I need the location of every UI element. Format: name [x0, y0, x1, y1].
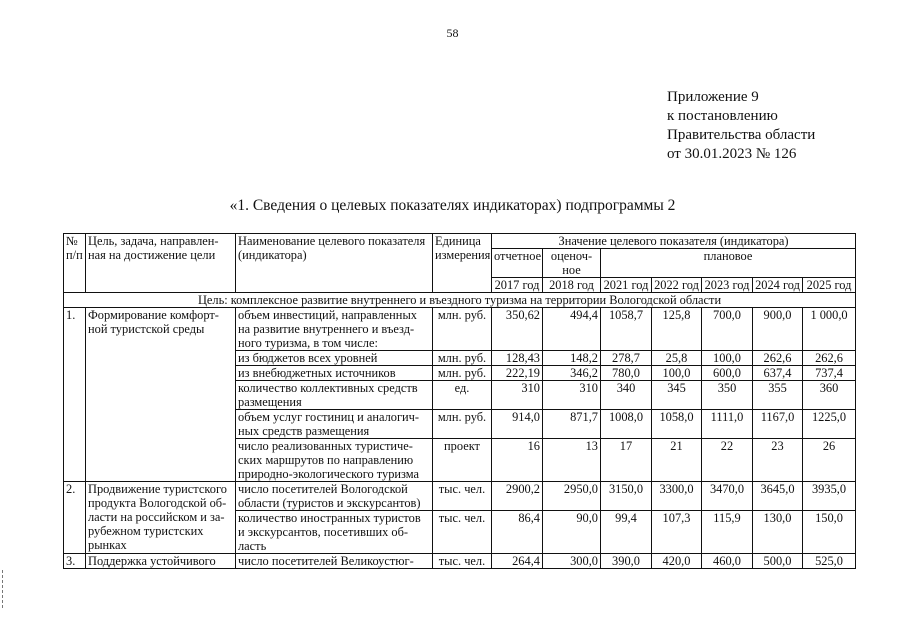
table-row [64, 308, 856, 351]
indicator-cell: число реализованных туристиче-ских маршрутов по направлению природно-экологического туризма [236, 439, 433, 482]
appendix-note [667, 88, 815, 164]
unit-cell: млн. руб. [433, 366, 492, 381]
indicators-table [63, 233, 856, 569]
document-heading: «1. Сведения о целевых показателях индикаторах) подпрограммы 2 [229, 197, 676, 214]
unit-cell: тыс. чел. [433, 554, 492, 569]
value-cell: 2950,0 [543, 482, 601, 511]
value-cell: 500,0 [753, 554, 803, 569]
unit-cell: тыс. чел. [433, 482, 492, 511]
value-cell: 1058,7 [601, 308, 652, 351]
value-cell: 360 [803, 381, 856, 410]
value-cell: 100,0 [702, 351, 753, 366]
appendix-line: к постановлению [667, 108, 778, 124]
header-year: 2017 год [492, 278, 543, 293]
appendix-line: от 30.01.2023 № 126 [667, 146, 797, 162]
value-cell: 300,0 [543, 554, 601, 569]
value-cell: 637,4 [753, 366, 803, 381]
indicator-cell: количество коллективных средств размещения [236, 381, 433, 410]
indicator-cell: из внебюджетных источников [236, 366, 433, 381]
table-body [64, 234, 856, 569]
value-cell: 390,0 [601, 554, 652, 569]
header-indicator: Наименование целевого показателя (индикатора) [236, 234, 433, 293]
appendix-line: Приложение 9 [667, 89, 759, 105]
page-number: 58 [446, 26, 459, 40]
value-cell: 16 [492, 439, 543, 482]
header-year: 2021 год [601, 278, 652, 293]
value-cell: 22 [702, 439, 753, 482]
value-cell: 262,6 [753, 351, 803, 366]
goal-text: Цель: комплексное развитие внутреннего и въездного туризма на территории Вологодской области [64, 293, 856, 308]
value-cell: 2900,2 [492, 482, 543, 511]
value-cell: 525,0 [803, 554, 856, 569]
goal-cell: Продвижение туристского продукта Вологодской об-ласти на российском и за-рубежном туристских рынках [86, 482, 236, 554]
row-num: 2. [64, 482, 86, 554]
value-cell: 737,4 [803, 366, 856, 381]
value-cell: 1111,0 [702, 410, 753, 439]
appendix-line: Правительства области [667, 127, 816, 143]
value-cell: 340 [601, 381, 652, 410]
header-num: № п/п [64, 234, 86, 293]
header-row [64, 234, 856, 249]
value-cell: 494,4 [543, 308, 601, 351]
value-cell: 600,0 [702, 366, 753, 381]
value-cell: 345 [652, 381, 702, 410]
value-cell: 3935,0 [803, 482, 856, 511]
value-cell: 420,0 [652, 554, 702, 569]
unit-cell: млн. руб. [433, 308, 492, 351]
value-cell: 130,0 [753, 511, 803, 554]
value-cell: 222,19 [492, 366, 543, 381]
value-cell: 1 000,0 [803, 308, 856, 351]
row-num: 3. [64, 554, 86, 569]
indicator-cell: число посетителей Великоустюг- [236, 554, 433, 569]
value-cell: 700,0 [702, 308, 753, 351]
value-cell: 264,4 [492, 554, 543, 569]
unit-cell: тыс. чел. [433, 511, 492, 554]
unit-cell: проект [433, 439, 492, 482]
header-estimated: оценоч-ное [543, 249, 601, 278]
header-reporting: отчетное [492, 249, 543, 278]
value-cell: 115,9 [702, 511, 753, 554]
indicator-cell: число посетителей Вологодской области (туристов и экскурсантов) [236, 482, 433, 511]
goal-cell: Поддержка устойчивого [86, 554, 236, 569]
table-row [64, 554, 856, 569]
value-cell: 350,62 [492, 308, 543, 351]
value-cell: 125,8 [652, 308, 702, 351]
row-num: 1. [64, 308, 86, 482]
header-planned: плановое [601, 249, 856, 278]
indicator-cell: из бюджетов всех уровней [236, 351, 433, 366]
header-year: 2018 год [543, 278, 601, 293]
value-cell: 460,0 [702, 554, 753, 569]
header-goal: Цель, задача, направлен-ная на достижение цели [86, 234, 236, 293]
value-cell: 3470,0 [702, 482, 753, 511]
value-cell: 148,2 [543, 351, 601, 366]
value-cell: 310 [543, 381, 601, 410]
value-cell: 780,0 [601, 366, 652, 381]
header-year: 2024 год [753, 278, 803, 293]
value-cell: 99,4 [601, 511, 652, 554]
value-cell: 350 [702, 381, 753, 410]
unit-cell: млн. руб. [433, 351, 492, 366]
value-cell: 25,8 [652, 351, 702, 366]
header-year: 2023 год [702, 278, 753, 293]
value-cell: 90,0 [543, 511, 601, 554]
value-cell: 914,0 [492, 410, 543, 439]
value-cell: 21 [652, 439, 702, 482]
value-cell: 3150,0 [601, 482, 652, 511]
value-cell: 262,6 [803, 351, 856, 366]
value-cell: 3645,0 [753, 482, 803, 511]
value-cell: 150,0 [803, 511, 856, 554]
value-cell: 100,0 [652, 366, 702, 381]
value-cell: 13 [543, 439, 601, 482]
header-year: 2022 год [652, 278, 702, 293]
value-cell: 86,4 [492, 511, 543, 554]
value-cell: 128,43 [492, 351, 543, 366]
indicator-cell: количество иностранных туристов и экскурсантов, посетивших об-ласть [236, 511, 433, 554]
goal-cell: Формирование комфорт-ной туристской среды [86, 308, 236, 482]
indicator-cell: объем инвестиций, направленных на развитие внутреннего и въезд-ного туризма, в том числе: [236, 308, 433, 351]
value-cell: 1225,0 [803, 410, 856, 439]
value-cell: 355 [753, 381, 803, 410]
goal-row [64, 293, 856, 308]
value-cell: 1008,0 [601, 410, 652, 439]
value-cell: 3300,0 [652, 482, 702, 511]
value-cell: 107,3 [652, 511, 702, 554]
header-year: 2025 год [803, 278, 856, 293]
value-cell: 17 [601, 439, 652, 482]
value-cell: 310 [492, 381, 543, 410]
unit-cell: ед. [433, 381, 492, 410]
table-row [64, 482, 856, 511]
indicator-cell: объем услуг гостиниц и аналогич-ных средств размещения [236, 410, 433, 439]
value-cell: 871,7 [543, 410, 601, 439]
crop-mark [2, 570, 7, 608]
value-cell: 26 [803, 439, 856, 482]
header-unit: Единица измерения [433, 234, 492, 293]
value-cell: 23 [753, 439, 803, 482]
header-value-group: Значение целевого показателя (индикатора) [492, 234, 856, 249]
value-cell: 1058,0 [652, 410, 702, 439]
value-cell: 1167,0 [753, 410, 803, 439]
value-cell: 346,2 [543, 366, 601, 381]
value-cell: 278,7 [601, 351, 652, 366]
unit-cell: млн. руб. [433, 410, 492, 439]
value-cell: 900,0 [753, 308, 803, 351]
